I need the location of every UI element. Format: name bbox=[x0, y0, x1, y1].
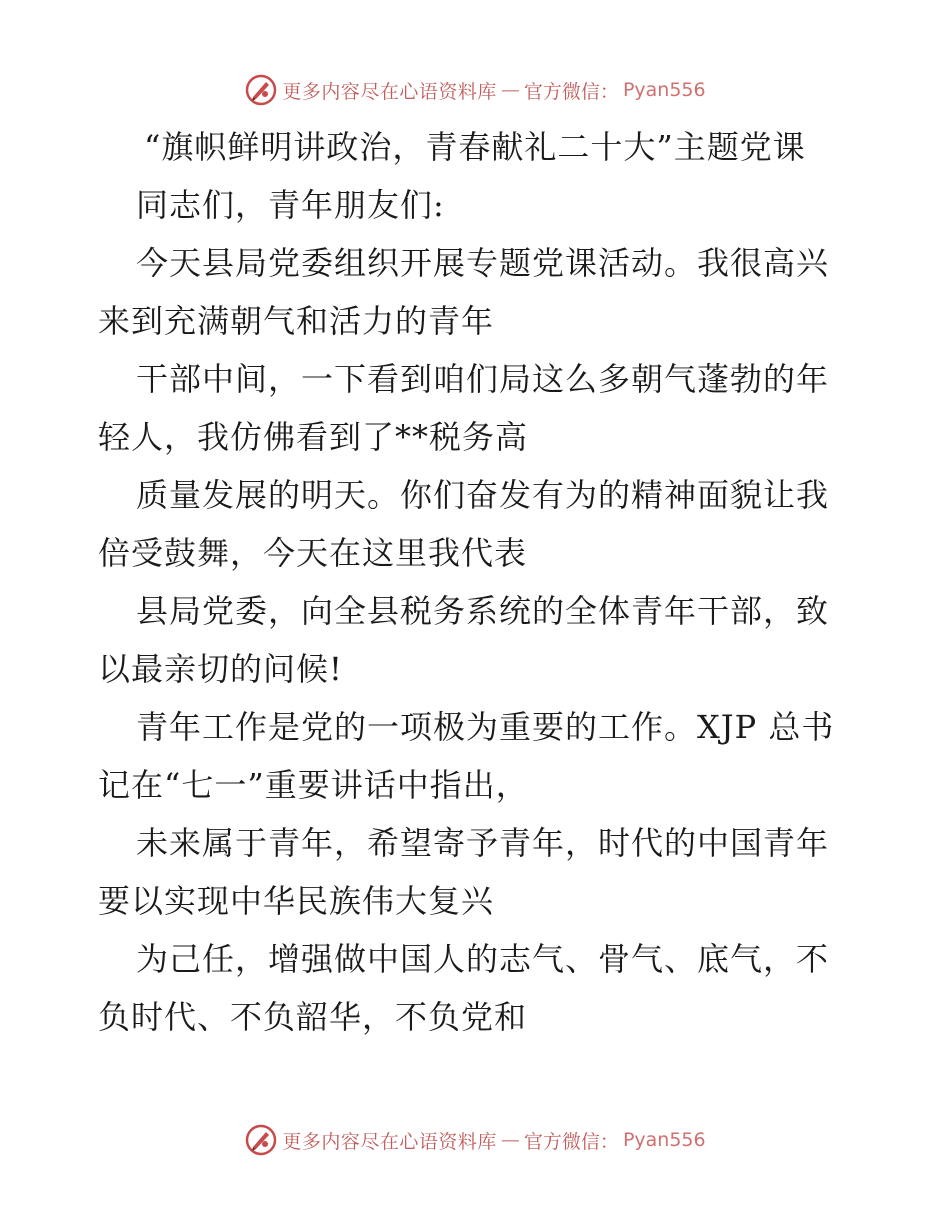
text-line: 未来属于青年，希望寄予青年，时代的中国青年 bbox=[136, 824, 830, 862]
text-line: 质量发展的明天。你们奋发有为的精神面貌让我 bbox=[136, 476, 830, 514]
text-line: 以最亲切的问候! bbox=[98, 650, 343, 688]
watermark-wechat-id: Pyan556 bbox=[622, 79, 706, 101]
text-line: 负时代、不负韶华，不负党和 bbox=[98, 998, 528, 1036]
pen-logo-icon bbox=[244, 1123, 278, 1157]
document-body bbox=[98, 118, 858, 1046]
text-line: 要以实现中华民族伟大复兴 bbox=[98, 882, 495, 920]
watermark-wechat-id: Pyan556 bbox=[622, 1129, 706, 1151]
text-line: 青年工作是党的一项极为重要的工作。XJP 总书 bbox=[136, 708, 835, 746]
text-line: 轻人，我仿佛看到了**税务高 bbox=[98, 418, 529, 456]
text-line: 记在“七一”重要讲话中指出， bbox=[98, 766, 529, 804]
header-watermark bbox=[0, 70, 950, 110]
footer-watermark bbox=[0, 1120, 950, 1160]
watermark-text: 更多内容尽在心语资料库 bbox=[282, 1130, 497, 1153]
watermark-text: 更多内容尽在心语资料库 bbox=[282, 80, 497, 103]
text-line: 县局党委，向全县税务系统的全体青年干部，致 bbox=[136, 592, 830, 630]
watermark-separator: — bbox=[500, 79, 520, 101]
document-title: “旗帜鲜明讲政治，青春献礼二十大”主题党课 bbox=[144, 128, 806, 166]
watermark-separator: — bbox=[500, 1129, 520, 1151]
text-line: 为己任，增强做中国人的志气、骨气、底气，不 bbox=[136, 940, 830, 978]
text-line: 干部中间，一下看到咱们局这么多朝气蓬勃的年 bbox=[136, 360, 830, 398]
text-line: 来到充满朝气和活力的青年 bbox=[98, 302, 495, 340]
pen-logo-icon bbox=[244, 73, 278, 107]
watermark-official-label: 官方微信： bbox=[523, 1130, 619, 1153]
watermark-official-label: 官方微信： bbox=[523, 80, 619, 103]
text-line: 今天县局党委组织开展专题党课活动。我很高兴 bbox=[136, 244, 830, 282]
text-line: 同志们，青年朋友们: bbox=[136, 186, 445, 224]
text-line: 倍受鼓舞，今天在这里我代表 bbox=[98, 534, 528, 572]
